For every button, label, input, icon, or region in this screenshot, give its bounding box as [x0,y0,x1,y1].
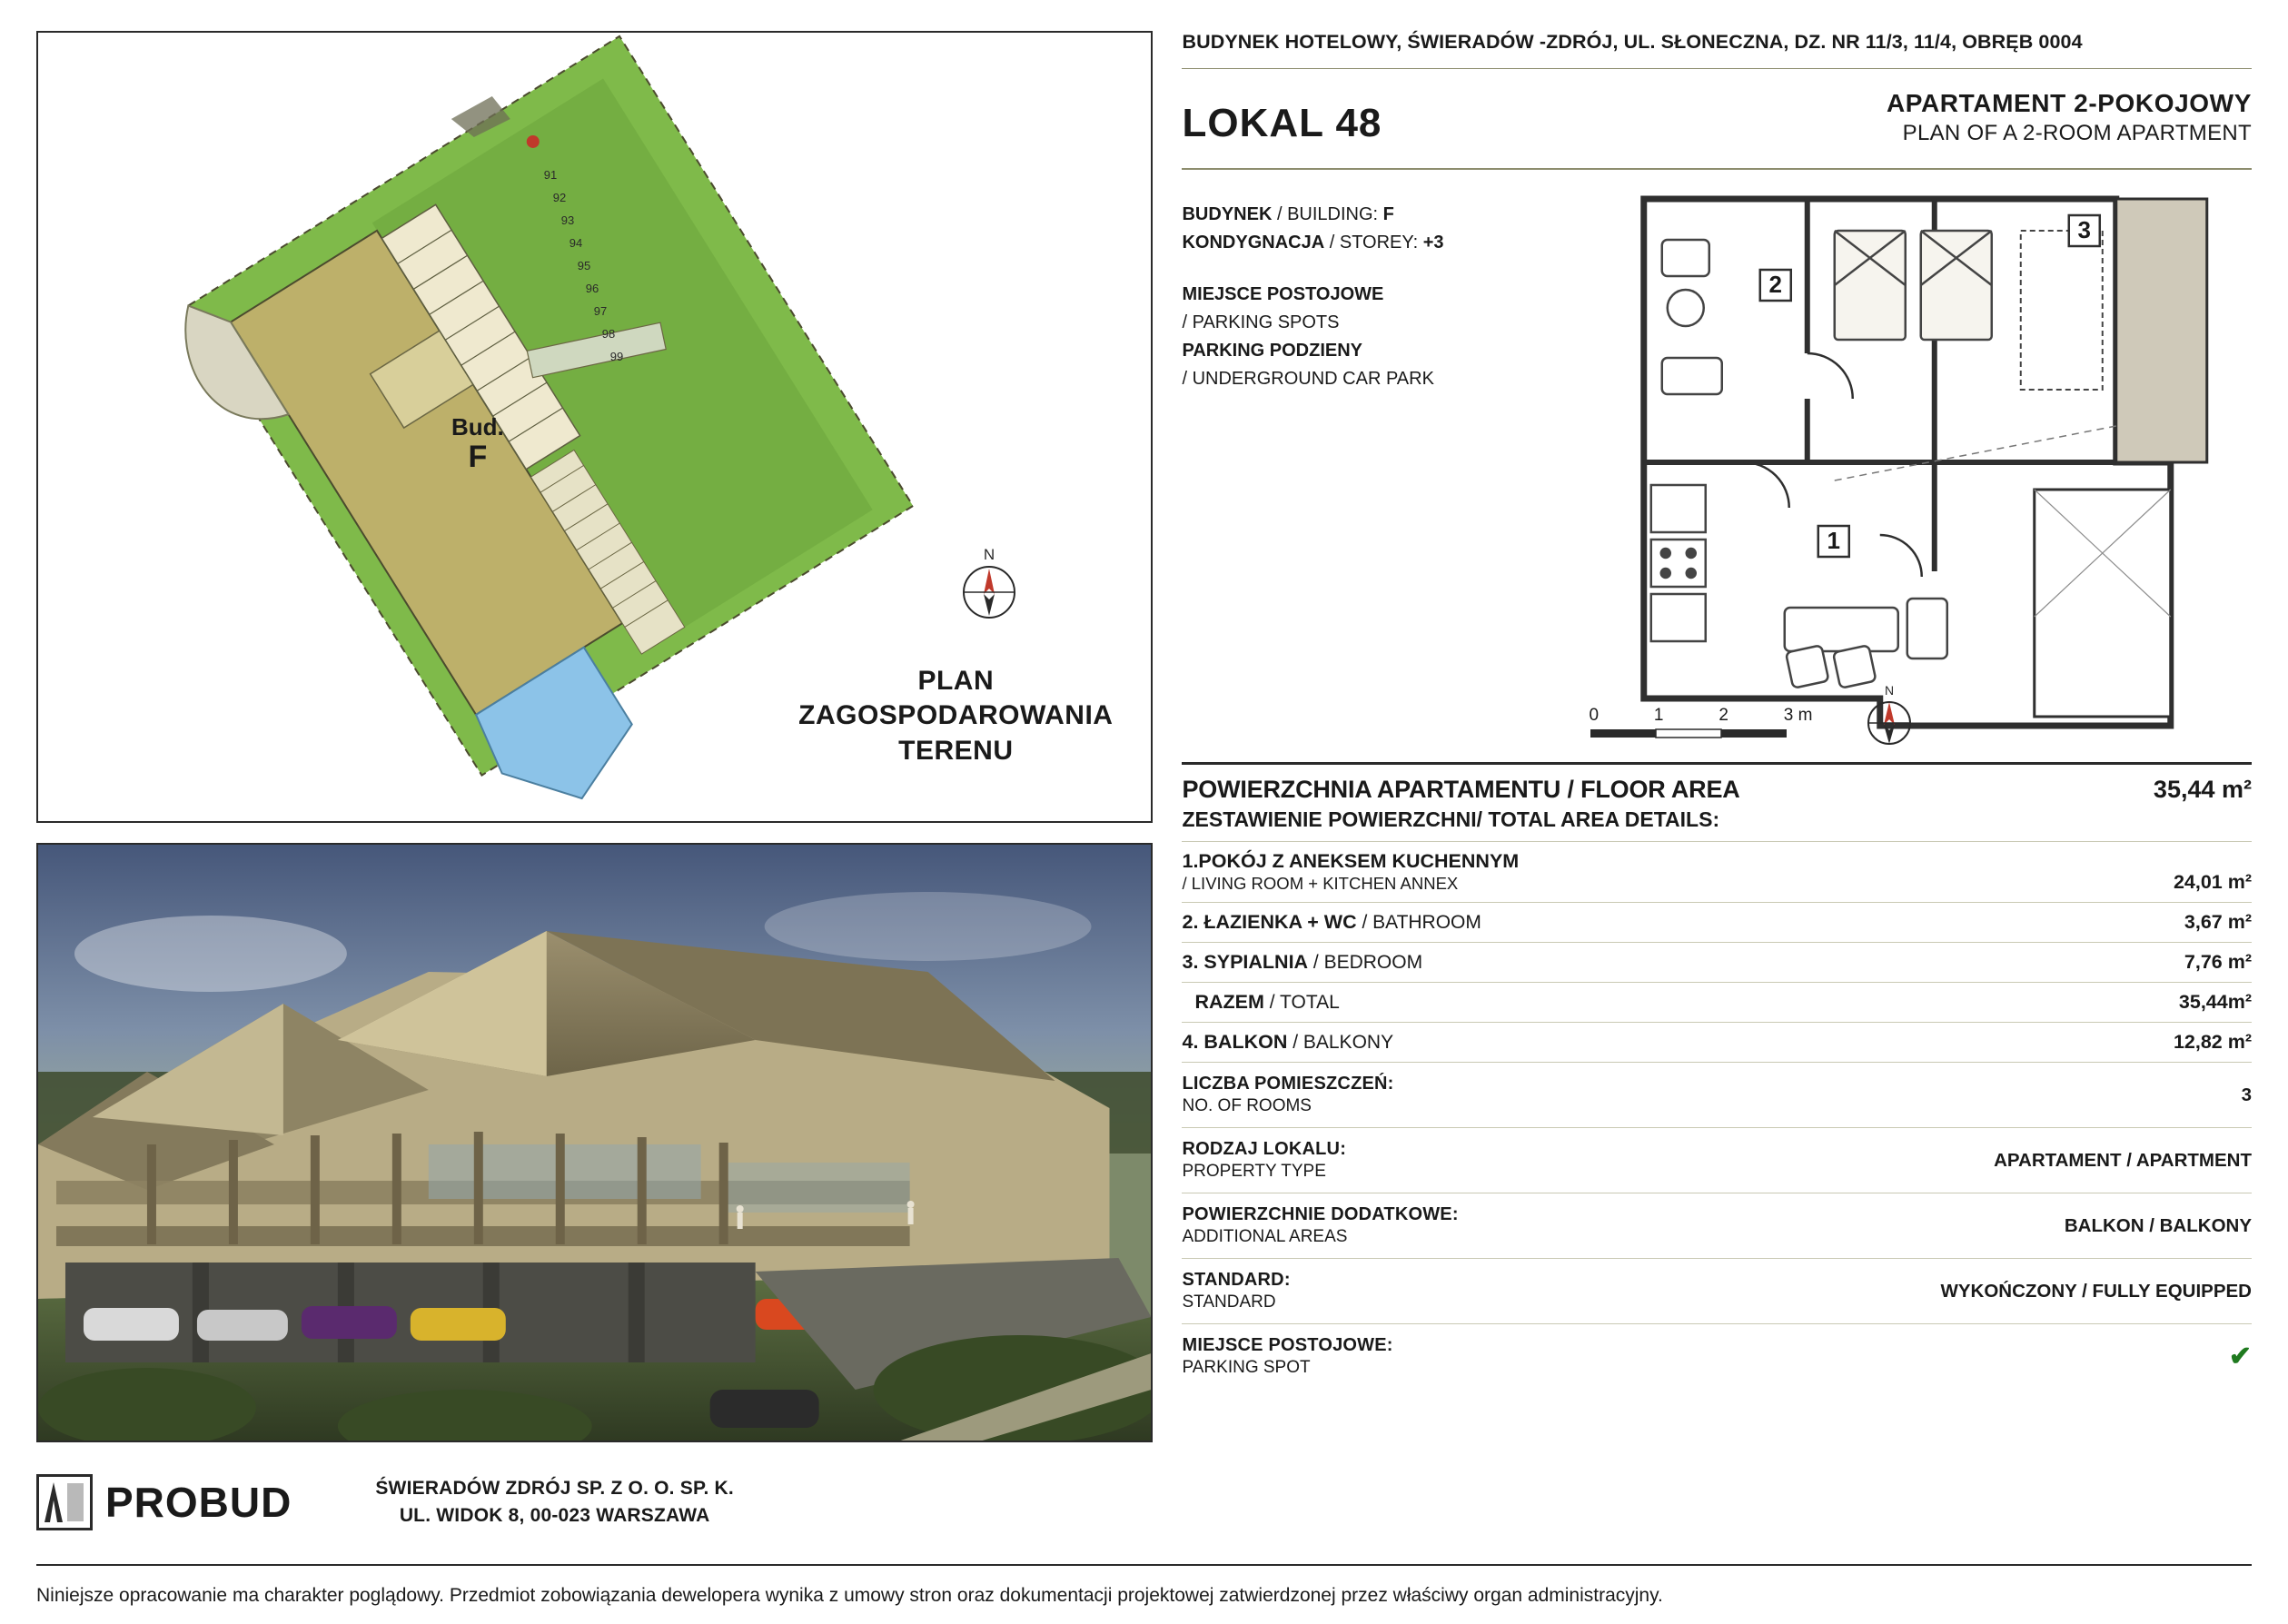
detail-row-value: 3 [2241,1084,2252,1105]
area-row-label [1182,911,1481,934]
probud-logo [36,1474,292,1530]
parking-label-en: / PARKING SPOTS [1182,312,1340,332]
parking-number: 96 [585,281,599,295]
area-row-label-en: / BEDROOM [1308,952,1423,973]
site-plan-caption-line2: ZAGOSPODAROWANIA [798,700,1114,731]
detail-row-label [1182,1335,1392,1378]
parking-info-en [1182,309,1572,337]
area-row-value: 24,01 m² [2173,871,2252,893]
building-info [1182,201,1572,229]
storey-label-pl: KONDYGNACJA [1182,233,1325,253]
svg-text:N: N [984,546,995,563]
floor-area-header [1182,765,2252,807]
divider [36,1564,2252,1566]
unit-number: LOKAL 48 [1182,101,1382,145]
site-plan-caption-line3: TERENU [898,735,1014,766]
area-row [1182,902,2252,942]
compass-icon [947,545,1031,629]
detail-row-value: APARTAMENT / APARTMENT [1994,1149,2252,1171]
company-address [375,1475,734,1530]
building-value: F [1382,204,1394,224]
area-row-value: 35,44m² [2178,991,2252,1013]
area-row-label-en: / BALKONY [1287,1032,1394,1053]
building-label-pl: BUDYNEK [1182,204,1273,224]
area-row-label [1182,991,1339,1014]
floor-area-label [1182,776,1739,804]
site-plan-panel [36,31,1153,823]
floor-plan-drawing [1581,190,2252,753]
company-line-2: UL. WIDOK 8, 00-023 WARSZAWA [399,1505,710,1526]
building-label-en: / BUILDING: [1276,204,1379,224]
parking-label-pl: MIEJSCE POSTOJOWE [1182,284,1384,304]
area-row-label [1182,850,1519,894]
site-plan-caption [798,664,1113,768]
area-row-label-pl: 3. SYPIALNIA [1182,951,1309,973]
project-title: BUDYNEK HOTELOWY, ŚWIERADÓW -ZDRÓJ, UL. SŁONECZNA, DZ. NR 11/3, 11/4, OBRĘB 0004 [1182,31,2083,53]
detail-row-label [1182,1074,1393,1116]
area-row [1182,942,2252,982]
garage-info-en [1182,365,1572,393]
room-marker-1: 1 [1827,527,1841,554]
detail-row-label [1182,1139,1346,1182]
unit-info [1182,190,1572,753]
compass-icon [1854,682,1925,753]
parking-check-icon: ✔ [2228,1342,2252,1371]
compass-label: N [1885,683,1895,698]
parking-number: 97 [593,303,608,318]
left-column [36,31,1153,1546]
detail-label-pl: RODZAJ LOKALU: [1182,1139,1347,1159]
detail-label-pl: MIEJSCE POSTOJOWE: [1182,1335,1393,1355]
detail-row-rooms [1182,1062,2252,1127]
logo-text: PROBUD [105,1479,292,1526]
site-building-label-letter: F [468,439,488,474]
scale-tick-2: 2 [1718,706,1728,725]
floor-area-label-pl: POWIERZCHNIA APARTAMENTU [1182,776,1561,803]
building-rendering [36,843,1153,1442]
detail-label-pl: POWIERZCHNIE DODATKOWE: [1182,1204,1459,1224]
area-row-value: 7,76 m² [2184,951,2252,973]
parking-number: 98 [601,326,616,341]
unit-header [1182,69,2252,155]
sheet-columns [36,31,2252,1546]
storey-label-en: / STOREY: [1329,233,1419,253]
area-row-label-pl: 1.POKÓJ Z ANEKSEM KUCHENNYM [1182,850,1520,872]
floor-plan-panel [1581,190,2252,753]
unit-type-pl: APARTAMENT 2-POKOJOWY [1886,89,2252,117]
detail-row-property-type [1182,1127,2252,1193]
detail-row-value: WYKOŃCZONY / FULLY EQUIPPED [1940,1280,2252,1302]
area-row-label-pl: 4. BALKON [1182,1031,1288,1053]
area-row-label-pl: 2. ŁAZIENKA + WC [1182,911,1357,933]
right-column [1153,31,2252,1546]
left-footer [36,1459,1153,1546]
floor-area-label-en: / FLOOR AREA [1567,776,1740,803]
area-row [1182,1022,2252,1062]
detail-row-parking-spot [1182,1323,2252,1389]
area-row-label-pl: RAZEM [1194,991,1264,1013]
area-details-subheader [1182,807,2252,841]
area-row-label [1182,951,1422,974]
scale-tick-0: 0 [1589,706,1600,725]
site-building-label [451,414,504,474]
rendering-image [38,845,1151,1441]
detail-label-en: PARKING SPOT [1182,1358,1311,1377]
company-line-1: ŚWIERADÓW ZDRÓJ SP. Z O. O. SP. K. [375,1477,734,1499]
storey-info [1182,229,1572,257]
garage-label-pl: PARKING PODZIENY [1182,341,1363,361]
detail-label-en: PROPERTY TYPE [1182,1162,1326,1181]
area-details-en: / TOTAL AREA DETAILS: [1476,807,1720,831]
scale-bar-graphic [1589,728,1816,739]
detail-label-en: STANDARD [1182,1292,1276,1312]
storey-value: +3 [1422,233,1444,253]
floor-plan-column [1581,190,2252,753]
site-plan-caption-line1: PLAN [917,665,995,696]
scale-tick-1: 1 [1653,706,1664,725]
detail-label-en: NO. OF ROOMS [1182,1096,1312,1115]
area-row-label-en: / TOTAL [1263,992,1340,1013]
spacer [1182,257,1572,281]
parking-number: 93 [560,213,575,227]
detail-label-pl: LICZBA POMIESZCZEŃ: [1182,1074,1394,1094]
parking-number: 94 [569,235,583,250]
parking-number: 92 [552,190,567,204]
area-row [1182,841,2252,902]
legal-disclaimer: Niniejsze opracowanie ma charakter poglądowy. Przedmiot zobowiązania dewelopera wynika z umowy stron oraz dokumentacji projektowej zatwierdzonej przez właściwy organ administracyjny. [36,1584,1663,1606]
garage-info [1182,337,1572,365]
area-row-value: 3,67 m² [2184,911,2252,933]
scale-tick-3: 3 m [1783,706,1813,725]
garage-label-en: / UNDERGROUND CAR PARK [1182,369,1434,389]
site-building-label-prefix: Bud. [451,413,504,441]
area-row-total [1182,982,2252,1022]
detail-row-value: BALKON / BALKONY [2064,1214,2252,1236]
detail-row-label [1182,1270,1290,1312]
unit-type-en: PLAN OF A 2-ROOM APARTMENT [1902,121,2252,145]
room-marker-2: 2 [1769,271,1783,298]
parking-number: 99 [609,349,624,363]
detail-label-pl: STANDARD: [1182,1270,1291,1290]
area-row-value: 12,82 m² [2173,1031,2252,1053]
scale-bar [1589,706,1816,744]
detail-label-en: ADDITIONAL AREAS [1182,1227,1348,1246]
area-details-pl: ZESTAWIENIE POWIERZCHNI [1182,807,1477,831]
room-marker-3: 3 [2078,216,2092,243]
floor-area-value: 35,44 m² [2153,776,2252,803]
parking-number: 95 [577,258,591,272]
unit-info-and-plan [1182,170,2252,753]
area-row-label-en: / LIVING ROOM + KITCHEN ANNEX [1182,874,1459,893]
detail-row-label [1182,1204,1458,1247]
scale-labels [1589,706,1816,726]
detail-row-additional-areas [1182,1193,2252,1258]
unit-type [1887,89,2252,146]
area-row-label-en: / BATHROOM [1356,912,1481,933]
parking-info [1182,281,1572,309]
parking-number: 91 [543,167,558,182]
logo-icon [36,1474,93,1530]
detail-row-standard [1182,1258,2252,1323]
area-row-label [1182,1031,1393,1054]
